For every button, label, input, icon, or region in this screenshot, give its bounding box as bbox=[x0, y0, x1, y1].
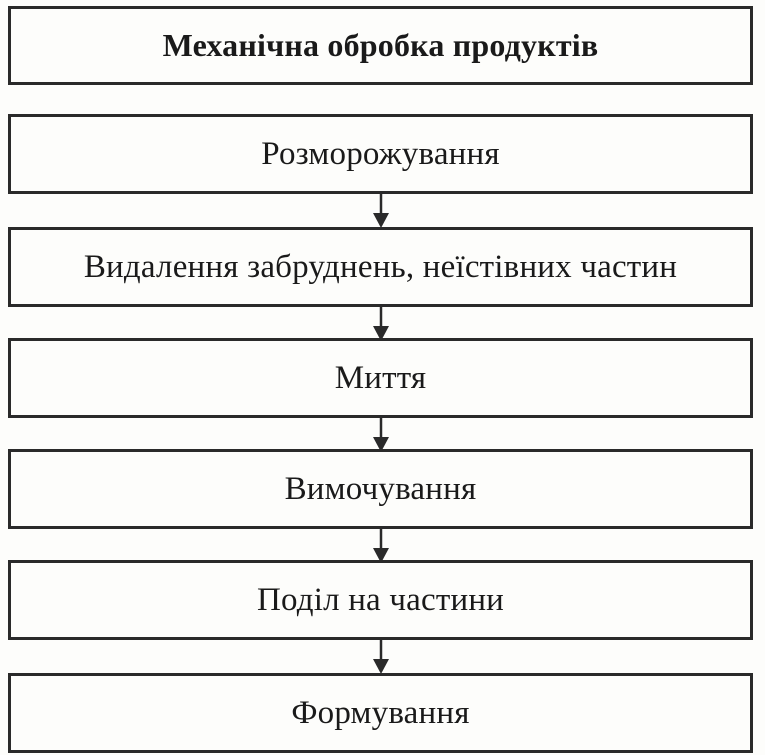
down-arrow-icon bbox=[372, 417, 390, 453]
step-box-forming bbox=[8, 673, 753, 753]
step-box-removing-impurities bbox=[8, 227, 753, 307]
step-label: Розморожування bbox=[261, 135, 500, 172]
step-box-dividing bbox=[8, 560, 753, 640]
step-label: Видалення забруднень, неїстівних частин bbox=[83, 248, 678, 285]
step-label: Вимочування bbox=[284, 470, 477, 507]
step-label: Поділ на частини bbox=[256, 581, 505, 618]
step-box-washing bbox=[8, 338, 753, 418]
down-arrow-icon bbox=[372, 528, 390, 564]
diagram-title-text: Механічна обробка продуктів bbox=[162, 27, 599, 63]
step-box-soaking bbox=[8, 449, 753, 529]
diagram-title bbox=[8, 6, 753, 85]
down-arrow-icon bbox=[372, 639, 390, 675]
step-box-defrosting bbox=[8, 114, 753, 194]
down-arrow-icon bbox=[372, 193, 390, 229]
down-arrow-icon bbox=[372, 306, 390, 342]
step-label: Миття bbox=[334, 359, 427, 396]
step-label: Формування bbox=[291, 694, 470, 731]
